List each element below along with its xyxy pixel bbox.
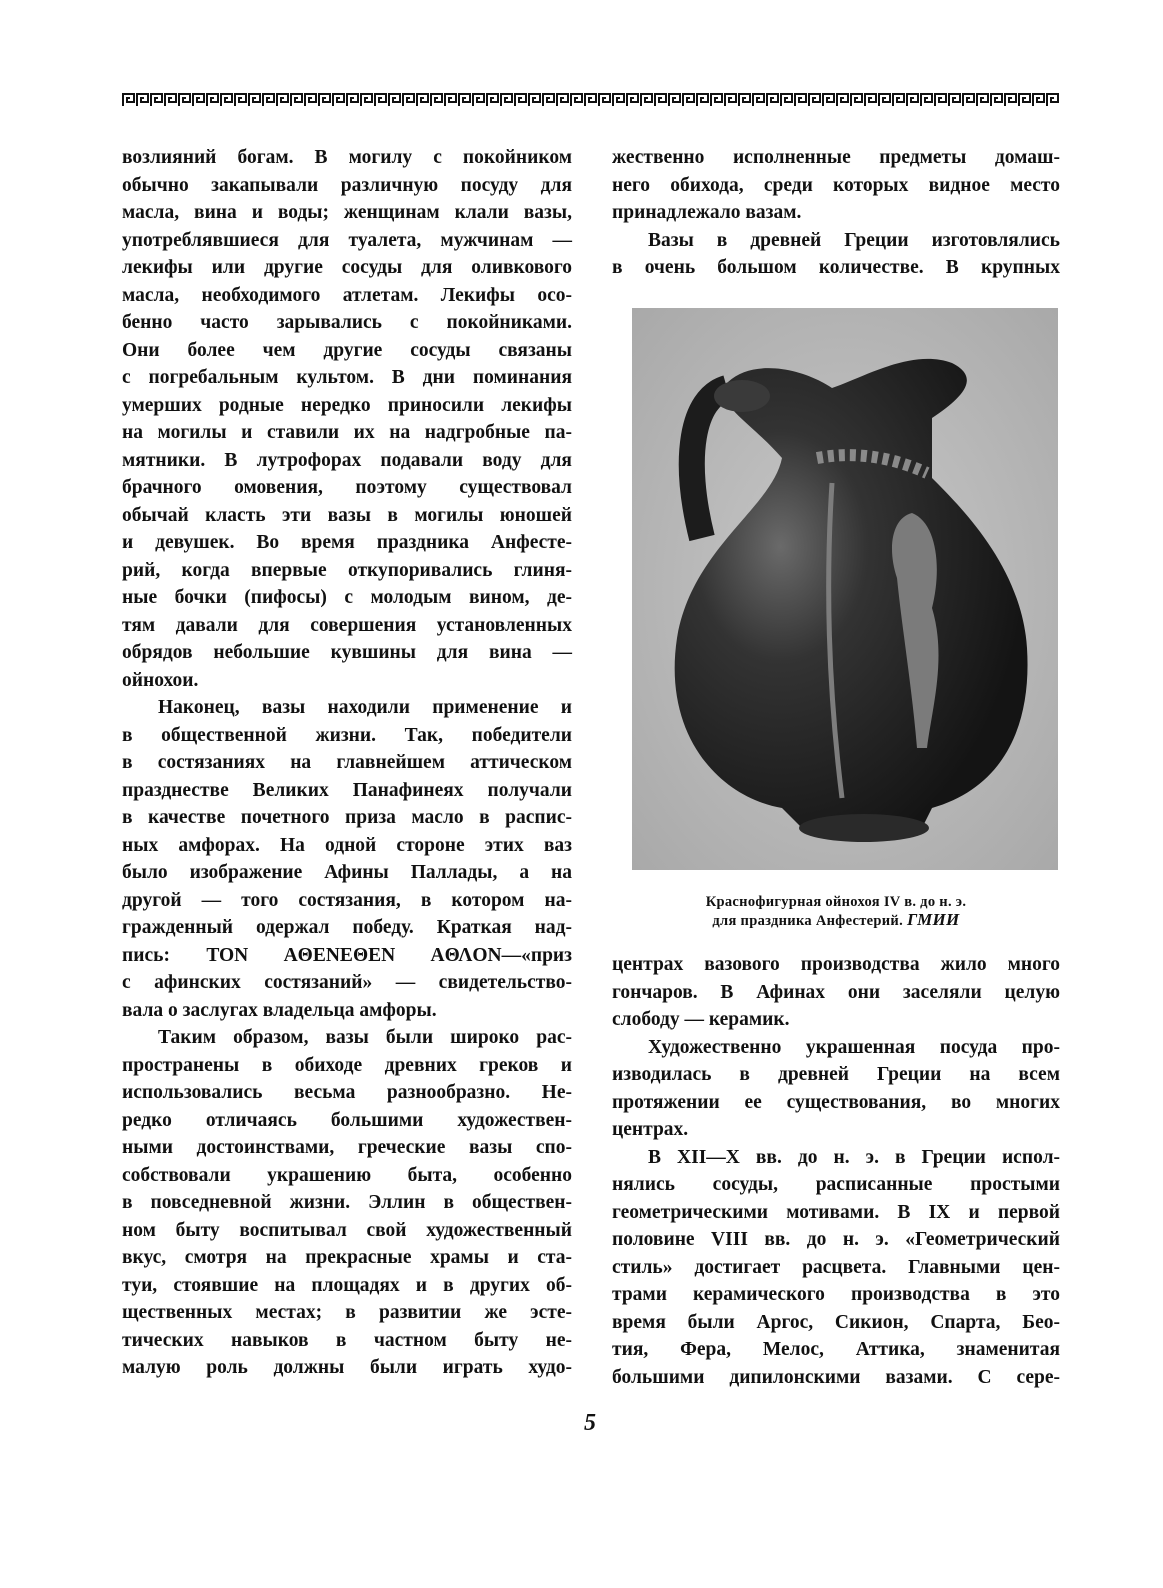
text-line: центрах вазового производства жило много (612, 954, 1060, 975)
text-line: в качестве почетного приза масло в распис- (122, 807, 572, 828)
text-line: использовались весьма разнообразно. Не- (122, 1082, 572, 1103)
text-line: ойнохои. (122, 669, 199, 691)
text-line: обычай класть эти вазы в могилы юношей (122, 504, 572, 526)
text-line: бенно часто зарывались с покойниками. (122, 312, 572, 333)
text-line: пространены в обиходе древних греков и (122, 1054, 572, 1076)
paragraph (122, 694, 572, 1024)
text-line: в очень большом количестве. В крупных (612, 257, 1060, 278)
right-text-column-top (612, 144, 1060, 282)
text-line: другой — того состязания, в котором на- (122, 889, 572, 911)
text-line: него обихода, среди которых видное место (612, 174, 1060, 196)
paragraph (612, 1144, 1060, 1392)
text-line: употреблявшиеся для туалета, мужчинам — (122, 229, 572, 251)
text-line: обычно закапывали различную посуду для (122, 174, 572, 196)
greek-meander-border (122, 92, 1060, 108)
oinochoe-vase-photo (632, 308, 1058, 870)
paragraph (612, 951, 1060, 1034)
text-line: лекифы или другие сосуды для оливкового (122, 257, 572, 278)
caption-museum: ГМИИ (906, 910, 960, 929)
text-line: тических навыков в частном быту не- (122, 1329, 572, 1351)
text-line: ных амфорах. На одной стороне этих ваз (122, 834, 572, 856)
text-line: половине VIII вв. до н. э. «Геометрический (612, 1229, 1060, 1250)
text-line: Художественно украшенная посуда про- (648, 1036, 1060, 1058)
text-line: центрах. (612, 1119, 689, 1140)
paragraph (612, 144, 1060, 227)
text-line: слободу — керамик. (612, 1009, 790, 1030)
paragraph (122, 1024, 572, 1382)
text-line: и девушек. Во время праздника Анфесте- (122, 532, 572, 553)
text-line: на могилы и ставили их на надгробные па- (122, 422, 572, 443)
caption-text: для праздника Анфестерий. (712, 913, 904, 929)
text-line: гончаров. В Афинах они заселяли целую (612, 981, 1060, 1003)
text-line: нялись сосуды, расписанные простыми (612, 1174, 1060, 1195)
text-line: в повседневной жизни. Эллин в обществен- (122, 1192, 572, 1213)
text-line: вала о заслугах владельца амфоры. (122, 999, 437, 1021)
text-line: умерших родные нередко приносили лекифы (122, 394, 572, 416)
text-line: Вазы в древней Греции изготовлялись (648, 229, 1060, 251)
figure-caption (612, 893, 1060, 930)
text-line: масла, необходимого атлетам. Лекифы осо- (122, 284, 572, 306)
caption-line-2 (612, 911, 1060, 930)
text-line: вкус, смотря на прекрасные храмы и ста- (122, 1247, 572, 1268)
text-line: с погребальным культом. В дни поминания (122, 367, 572, 388)
text-line: жественно исполненные предметы домаш- (612, 147, 1060, 168)
text-line: с афинских состязаний» — свидетельство- (122, 972, 572, 993)
text-line: пись: TON AΘENEΘEN AΘΛON—«приз (122, 944, 572, 966)
text-line: Наконец, вазы находили применение и (158, 697, 572, 718)
text-line: тия, Фера, Мелос, Аттика, знаменитая (612, 1339, 1060, 1360)
paragraph (612, 227, 1060, 282)
text-line: празднестве Великих Панафинеях получали (122, 779, 572, 801)
text-line: гражденный одержал победу. Краткая над- (122, 917, 572, 938)
left-text-column (122, 144, 572, 1382)
text-line: туи, стоявшие на площадях и в других об- (122, 1274, 572, 1296)
text-line: Они более чем другие сосуды связаны (122, 339, 572, 361)
text-line: масла, вина и воды; женщинам клали вазы, (122, 202, 572, 223)
text-line: принадлежало вазам. (612, 202, 802, 223)
text-line: В XII—X вв. до н. э. в Греции испол- (648, 1146, 1060, 1168)
text-line: было изображение Афины Паллады, а на (122, 862, 572, 883)
text-line: возлияний богам. В могилу с покойником (122, 147, 572, 168)
text-line: рий, когда впервые откупоривались глиня- (122, 559, 572, 581)
text-line: в состязаниях на главнейшем аттическом (122, 752, 572, 773)
right-text-column-bottom (612, 951, 1060, 1391)
text-line: стиль» достигает расцвета. Главными цен- (612, 1256, 1060, 1278)
text-line: обрядов небольшие кувшины для вина — (122, 642, 572, 663)
text-line: протяжении ее существования, во многих (612, 1091, 1060, 1113)
paragraph (122, 144, 572, 694)
text-line: время были Аргос, Сикион, Спарта, Бео- (612, 1311, 1060, 1333)
text-line: брачного омовения, поэтому существовал (122, 477, 572, 498)
text-line: трами керамического производства в это (612, 1284, 1060, 1305)
text-line: изводилась в древней Греции на всем (612, 1064, 1060, 1085)
text-line: ные бочки (пифосы) с молодым вином, де- (122, 587, 572, 608)
text-line: ном быту воспитывал свой художественный (122, 1219, 572, 1241)
text-line: ными достоинствами, греческие вазы спо- (122, 1137, 572, 1158)
text-line: геометрическими мотивами. В IX и первой (612, 1201, 1060, 1223)
text-line: Таким образом, вазы были широко рас- (158, 1027, 572, 1048)
text-line: собствовали украшению быта, особенно (122, 1164, 572, 1186)
page-number: 5 (584, 1410, 596, 1436)
text-line: в общественной жизни. Так, победители (122, 724, 572, 746)
text-line: большими дипилонскими вазами. С сере- (612, 1366, 1060, 1388)
text-line: щественных местах; в развитии же эсте- (122, 1302, 572, 1323)
caption-line-1: Краснофигурная ойнохоя IV в. до н. э. (705, 894, 967, 910)
paragraph (612, 1034, 1060, 1144)
text-line: малую роль должны были играть худо- (122, 1357, 572, 1378)
text-line: тям давали для совершения установленных (122, 614, 572, 636)
text-line: мятники. В лутрофорах подавали воду для (122, 449, 572, 471)
text-line: редко отличаясь большими художествен- (122, 1109, 572, 1131)
